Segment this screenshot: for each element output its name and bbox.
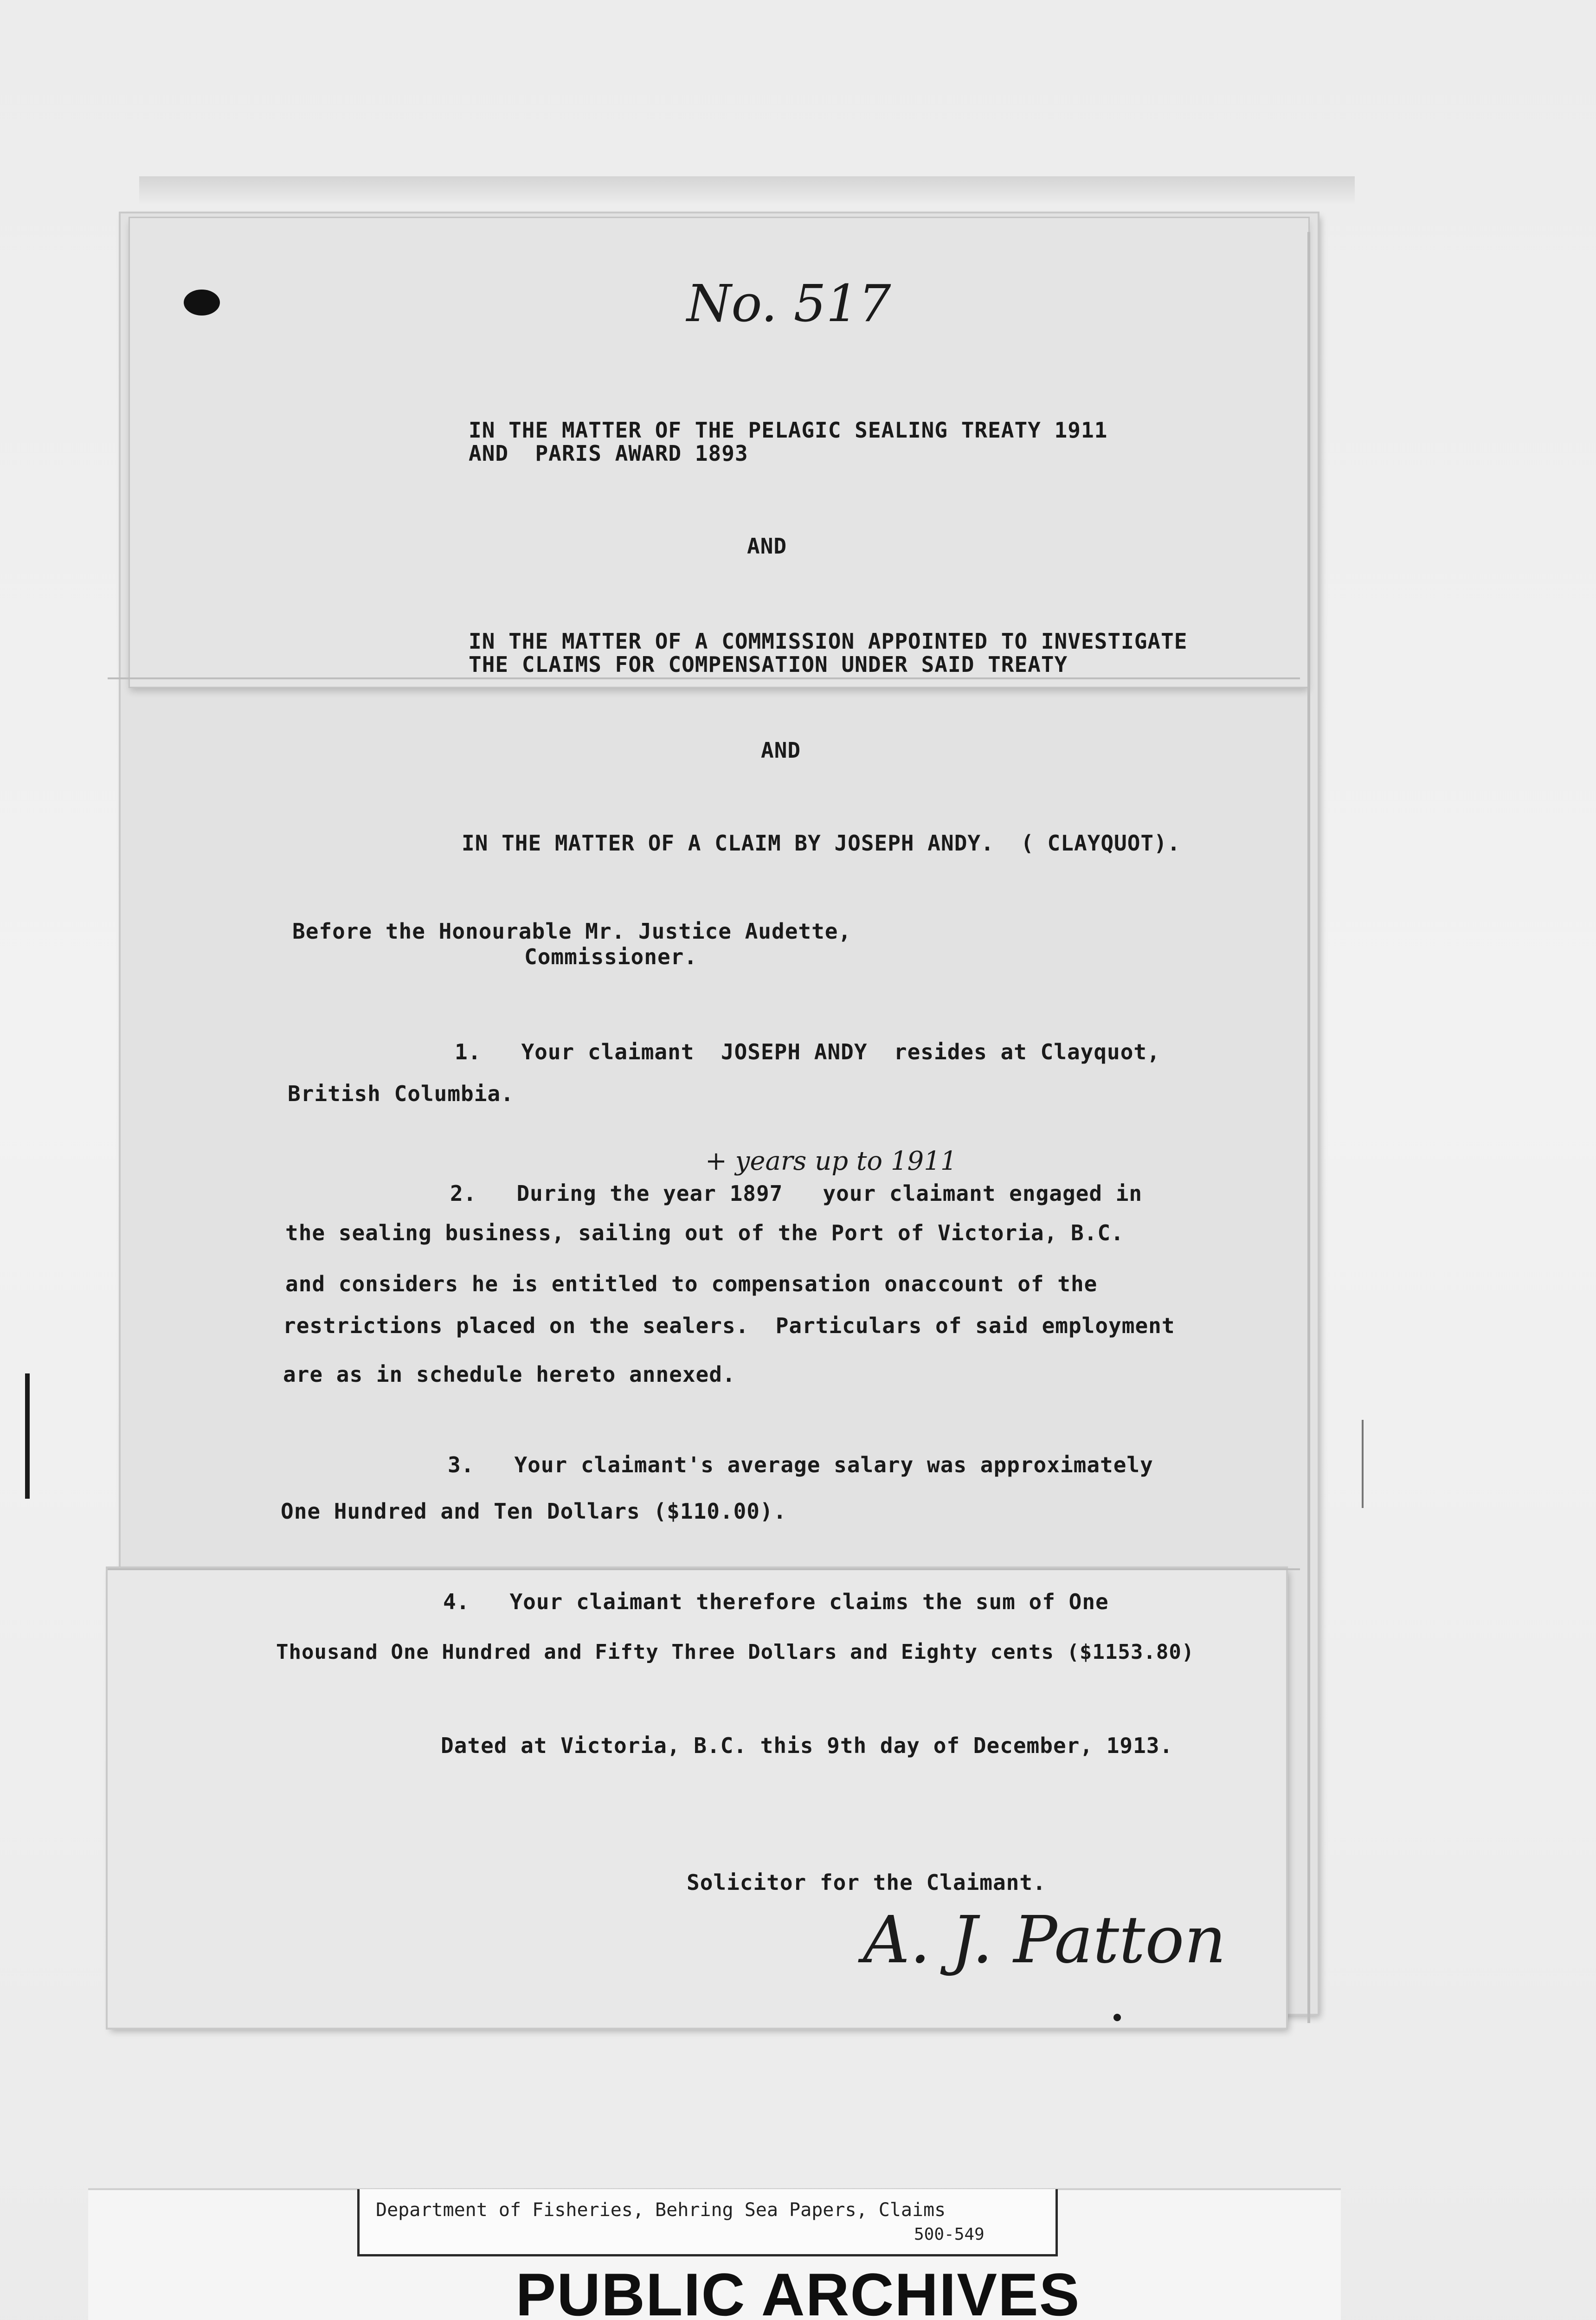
para1-line-1: 1. Your claimant JOSEPH ANDY resides at Clayquot,: [455, 1039, 1160, 1064]
para4-line-1: 4. Your claimant therefore claims the sum of One: [443, 1589, 1109, 1614]
para2-line-5: are as in schedule hereto annexed.: [283, 1362, 736, 1387]
para1-line-2: British Columbia.: [288, 1081, 514, 1106]
before-line-2: Commissioner.: [524, 944, 698, 969]
caption-and-2: AND: [761, 738, 801, 763]
para3-line-2: One Hundred and Ten Dollars ($110.00).: [281, 1499, 787, 1524]
punch-hole: [184, 290, 220, 316]
before-line-1: Before the Honourable Mr. Justice Audette,: [292, 919, 852, 944]
mount-shadow: [139, 176, 1355, 204]
para3-line-1: 3. Your claimant's average salary was approximately: [448, 1452, 1153, 1477]
caption-and-1: AND: [747, 534, 787, 559]
left-edge-mark: [25, 1373, 30, 1499]
caption-claim-line: IN THE MATTER OF A CLAIM BY JOSEPH ANDY. ( CLAYQUOT).: [462, 831, 1181, 856]
archive-stamp-line-1: PUBLIC ARCHIVES: [515, 2261, 1081, 2320]
dated-line: Dated at Victoria, B.C. this 9th day of December, 1913.: [441, 1733, 1173, 1758]
ink-dot: [1113, 2014, 1121, 2021]
para4-line-2: Thousand One Hundred and Fifty Three Dollars and Eighty cents ($1153.80): [276, 1640, 1195, 1664]
signature: A. J. Patton: [863, 1902, 1226, 1978]
caption-line-3: IN THE MATTER OF A COMMISSION APPOINTED TO INVESTIGATE: [469, 629, 1188, 654]
solicitor-line: Solicitor for the Claimant.: [687, 1870, 1046, 1895]
right-edge-mark: [1362, 1420, 1364, 1508]
archive-collection: Department of Fisheries, Behring Sea Papers, Claims: [376, 2199, 946, 2221]
caption-line-2: AND PARIS AWARD 1893: [469, 441, 748, 466]
para2-line-1: 2. During the year 1897 your claimant engaged in: [450, 1181, 1143, 1206]
fold-line-lower: [108, 1568, 1300, 1570]
archive-range: 500-549: [914, 2225, 985, 2244]
para2-line-2: the sealing business, sailing out of the Port of Victoria, B.C.: [285, 1220, 1124, 1245]
handwritten-claim-number: No. 517: [687, 274, 891, 333]
handwritten-insert: + years up to 1911: [705, 1146, 957, 1176]
caption-line-4: THE CLAIMS FOR COMPENSATION UNDER SAID TREATY: [469, 652, 1068, 677]
caption-line-1: IN THE MATTER OF THE PELAGIC SEALING TREATY 1911: [469, 418, 1108, 443]
para2-line-3: and considers he is entitled to compensation onaccount of the: [285, 1271, 1098, 1296]
para2-line-4: restrictions placed on the sealers. Particulars of said employment: [283, 1313, 1175, 1338]
fold-line-upper: [108, 677, 1300, 679]
sheet-edge-right: [1307, 232, 1310, 2023]
